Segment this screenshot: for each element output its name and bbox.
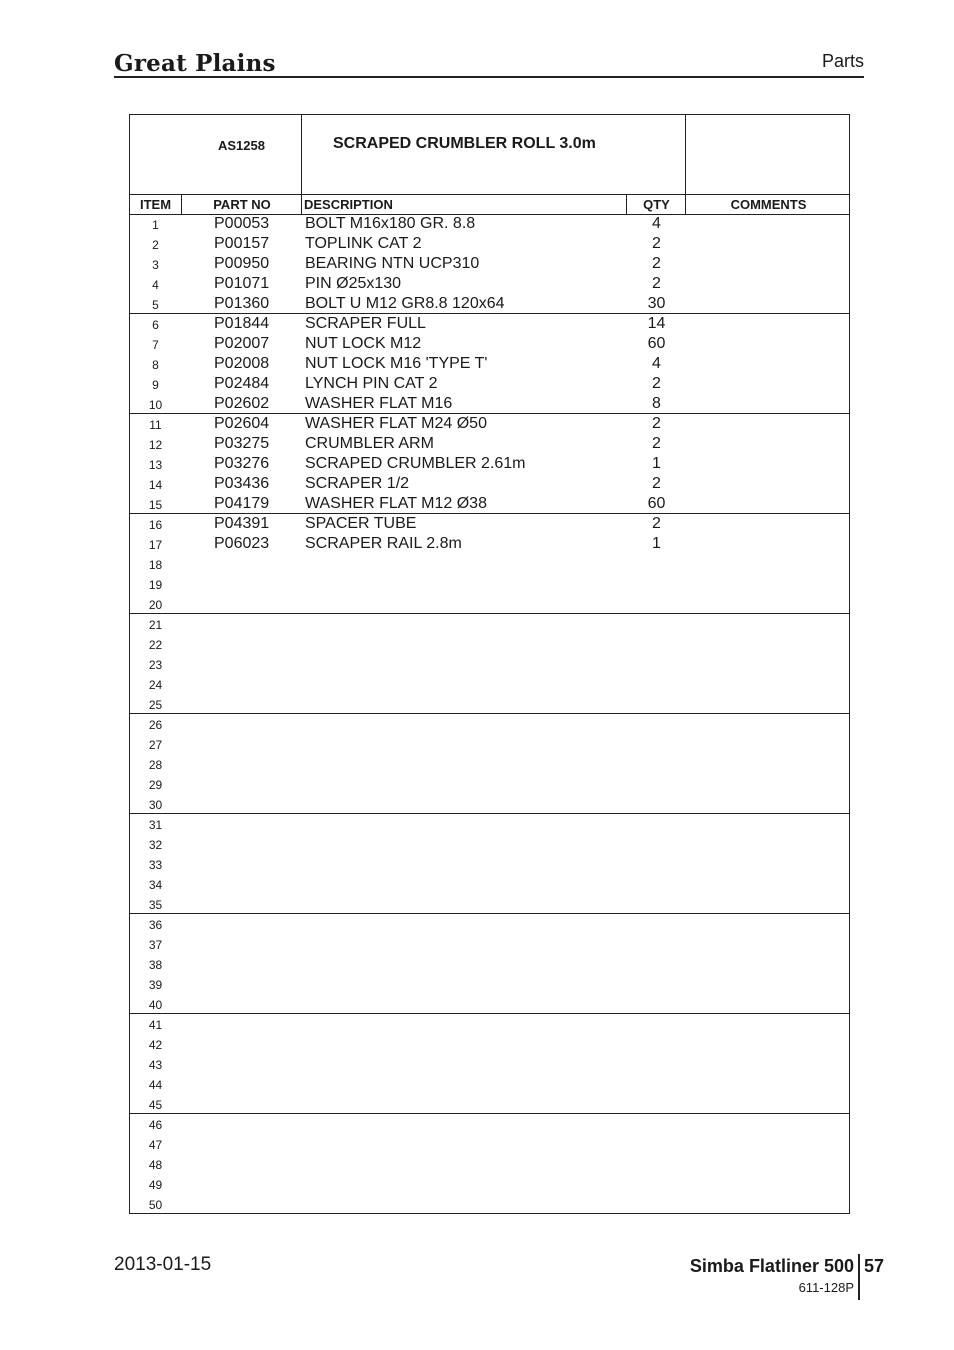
table-row <box>130 834 849 854</box>
table-row <box>130 974 849 994</box>
part-description: SCRAPED CRUMBLER 2.61m <box>305 455 526 472</box>
table-row <box>130 434 849 454</box>
part-description: LYNCH PIN CAT 2 <box>305 375 438 392</box>
table-row <box>130 1134 849 1154</box>
part-quantity: 2 <box>652 375 661 392</box>
page-number: 57 <box>864 1256 885 1276</box>
divider <box>858 1254 860 1300</box>
item-number: 19 <box>148 578 163 592</box>
item-number: 15 <box>148 498 163 512</box>
table-row <box>130 234 849 254</box>
table-row <box>130 454 849 474</box>
parts-table <box>129 114 850 1214</box>
table-row <box>130 414 849 434</box>
part-quantity: 60 <box>647 335 666 352</box>
product-name: Simba Flatliner 500 <box>689 1256 854 1276</box>
table-row <box>130 674 849 694</box>
item-number: 29 <box>148 778 163 792</box>
part-number: P02604 <box>214 415 270 432</box>
column-header-qty: QTY <box>643 197 670 212</box>
table-row <box>130 1034 849 1054</box>
item-number: 30 <box>148 798 163 812</box>
part-number: P02008 <box>214 355 270 372</box>
assembly-code: AS1258 <box>218 138 265 153</box>
part-description: PIN Ø25x130 <box>305 275 402 292</box>
table-row <box>130 254 849 274</box>
part-number: P03436 <box>214 475 270 492</box>
table-row <box>130 854 849 874</box>
part-description: WASHER FLAT M16 <box>305 395 453 412</box>
table-row <box>130 934 849 954</box>
item-number: 38 <box>148 958 163 972</box>
part-number: P01844 <box>214 315 270 332</box>
table-row <box>130 894 849 914</box>
item-number: 41 <box>148 1018 163 1032</box>
item-number: 1 <box>152 218 159 232</box>
item-number: 7 <box>152 338 159 352</box>
part-quantity: 14 <box>647 315 666 332</box>
table-row <box>130 574 849 594</box>
table-row <box>130 314 849 334</box>
part-description: SCRAPER RAIL 2.8m <box>305 535 462 552</box>
table-row <box>130 354 849 374</box>
item-number: 4 <box>152 278 159 292</box>
table-row <box>130 294 849 314</box>
column-header-item: ITEM <box>139 197 172 212</box>
part-number: P02484 <box>214 375 270 392</box>
item-number: 21 <box>148 618 163 632</box>
table-row <box>130 874 849 894</box>
item-number: 44 <box>148 1078 163 1092</box>
table-row <box>130 994 849 1014</box>
item-number: 24 <box>148 678 163 692</box>
table-row <box>130 1014 849 1034</box>
table-row <box>130 594 849 614</box>
part-description: TOPLINK CAT 2 <box>305 235 422 252</box>
item-number: 43 <box>148 1058 163 1072</box>
table-row <box>130 1074 849 1094</box>
part-quantity: 30 <box>647 295 666 312</box>
item-number: 11 <box>149 418 162 432</box>
item-number: 40 <box>148 998 163 1012</box>
item-number: 42 <box>148 1038 163 1052</box>
table-row <box>130 1094 849 1114</box>
table-row <box>130 634 849 654</box>
table-row <box>130 614 849 634</box>
table-row <box>130 1154 849 1174</box>
table-row <box>130 774 849 794</box>
item-number: 27 <box>148 738 163 752</box>
item-number: 31 <box>148 818 163 832</box>
part-number: P02007 <box>214 335 270 352</box>
column-header-part-no: PART NO <box>213 197 271 212</box>
item-number: 39 <box>148 978 163 992</box>
table-body <box>130 214 849 1214</box>
table-row <box>130 954 849 974</box>
part-quantity: 8 <box>652 395 661 412</box>
part-number: P04179 <box>214 495 270 512</box>
part-quantity: 1 <box>652 455 661 472</box>
document-number: 611-128P <box>798 1280 854 1295</box>
item-number: 14 <box>148 478 163 492</box>
table-row <box>130 474 849 494</box>
item-number: 28 <box>148 758 163 772</box>
table-row <box>130 914 849 934</box>
section-label: Parts <box>821 51 864 71</box>
item-number: 33 <box>148 858 163 872</box>
table-row <box>130 794 849 814</box>
table-row <box>130 334 849 354</box>
part-number: P06023 <box>214 535 270 552</box>
item-number: 18 <box>148 558 163 572</box>
part-quantity: 2 <box>652 515 661 532</box>
item-number: 50 <box>148 1198 163 1212</box>
item-number: 6 <box>152 318 159 332</box>
part-quantity: 4 <box>652 215 661 232</box>
item-number: 32 <box>148 838 163 852</box>
item-number: 8 <box>152 358 159 372</box>
item-number: 3 <box>152 258 159 272</box>
part-number: P02602 <box>214 395 270 412</box>
item-number: 37 <box>148 938 163 952</box>
part-description: NUT LOCK M16 'TYPE T' <box>305 355 488 372</box>
part-description: SCRAPER FULL <box>305 315 426 332</box>
item-number: 36 <box>148 918 163 932</box>
part-description: WASHER FLAT M12 Ø38 <box>305 495 487 512</box>
part-description: SPACER TUBE <box>305 515 417 532</box>
table-row <box>130 1194 849 1214</box>
item-number: 5 <box>152 298 159 312</box>
table-row <box>130 534 849 554</box>
part-quantity: 60 <box>647 495 666 512</box>
table-row <box>130 514 849 534</box>
part-number: P03276 <box>214 455 270 472</box>
part-quantity: 2 <box>652 235 661 252</box>
part-quantity: 2 <box>652 415 661 432</box>
part-number: P04391 <box>214 515 270 532</box>
part-description: SCRAPER 1/2 <box>305 475 410 492</box>
part-description: WASHER FLAT M24 Ø50 <box>305 415 487 432</box>
part-description: BOLT U M12 GR8.8 120x64 <box>305 295 505 312</box>
part-quantity: 1 <box>652 535 661 552</box>
item-number: 47 <box>148 1138 163 1152</box>
table-row <box>130 554 849 574</box>
item-number: 46 <box>148 1118 163 1132</box>
column-header-comments: COMMENTS <box>730 197 807 212</box>
part-description: CRUMBLER ARM <box>305 435 434 452</box>
part-number: P00157 <box>214 235 270 252</box>
table-row <box>130 274 849 294</box>
item-number: 26 <box>148 718 163 732</box>
part-number: P00053 <box>214 215 270 232</box>
table-row <box>130 374 849 394</box>
item-number: 2 <box>152 238 159 252</box>
part-number: P03275 <box>214 435 270 452</box>
item-number: 35 <box>148 898 163 912</box>
table-row <box>130 1114 849 1134</box>
table-row <box>130 494 849 514</box>
part-number: P01360 <box>214 295 270 312</box>
item-number: 49 <box>148 1178 163 1192</box>
part-number: P01071 <box>214 275 270 292</box>
item-number: 12 <box>148 438 163 452</box>
table-row <box>130 714 849 734</box>
part-quantity: 2 <box>652 275 661 292</box>
item-number: 22 <box>148 638 163 652</box>
item-number: 20 <box>148 598 163 612</box>
publication-date: 2013-01-15 <box>114 1254 212 1275</box>
item-number: 45 <box>148 1098 163 1112</box>
divider <box>130 194 849 195</box>
table-row <box>130 694 849 714</box>
item-number: 23 <box>148 658 163 672</box>
table-row <box>130 1174 849 1194</box>
table-row <box>130 814 849 834</box>
table-row <box>130 394 849 414</box>
assembly-title: SCRAPED CRUMBLER ROLL 3.0m <box>333 135 596 152</box>
table-row <box>130 754 849 774</box>
item-number: 16 <box>148 518 163 532</box>
part-description: NUT LOCK M12 <box>305 335 422 352</box>
column-header-description: DESCRIPTION <box>304 197 393 212</box>
part-quantity: 2 <box>652 435 661 452</box>
table-row <box>130 734 849 754</box>
part-quantity: 2 <box>652 475 661 492</box>
item-number: 34 <box>148 878 163 892</box>
table-row <box>130 214 849 234</box>
item-number: 9 <box>152 378 159 392</box>
item-number: 13 <box>148 458 163 472</box>
item-number: 17 <box>148 538 163 552</box>
table-row <box>130 1054 849 1074</box>
item-number: 10 <box>148 398 163 412</box>
brand-logo: Great Plains <box>114 50 276 77</box>
part-number: P00950 <box>214 255 270 272</box>
page-header <box>114 48 864 78</box>
item-number: 48 <box>148 1158 163 1172</box>
item-number: 25 <box>148 698 163 712</box>
part-description: BOLT M16x180 GR. 8.8 <box>305 215 476 232</box>
part-quantity: 4 <box>652 355 661 372</box>
table-row <box>130 654 849 674</box>
part-description: BEARING NTN UCP310 <box>305 255 480 272</box>
part-quantity: 2 <box>652 255 661 272</box>
